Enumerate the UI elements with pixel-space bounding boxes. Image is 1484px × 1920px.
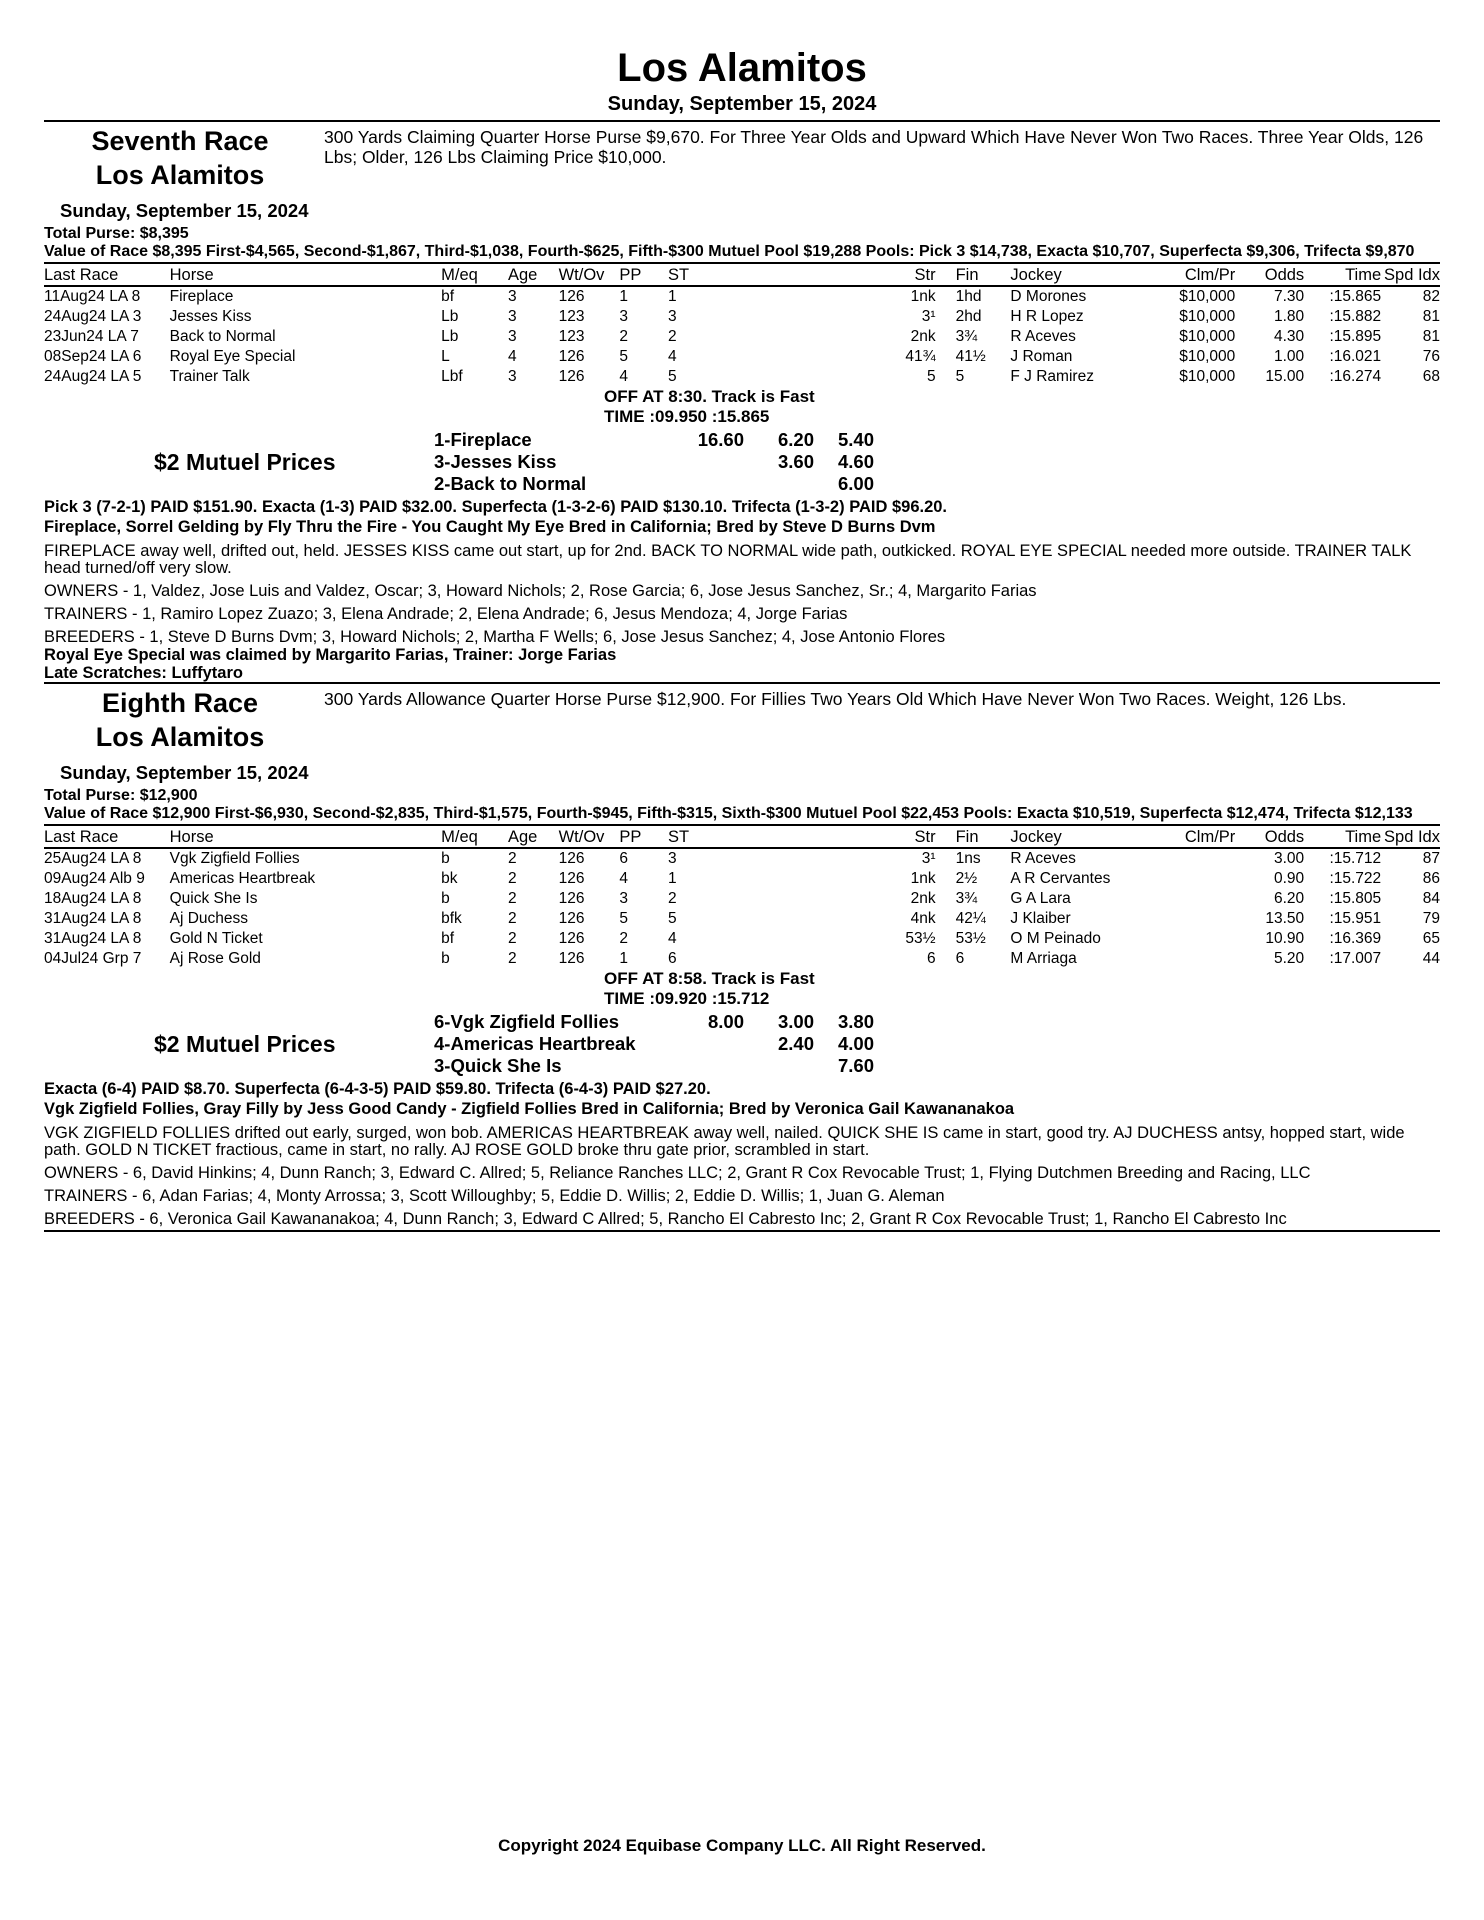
column-header: Last Race (44, 825, 170, 848)
cell-clm (1162, 929, 1235, 949)
cell-pp: 2 (619, 930, 629, 947)
cell-spd: 44 (1422, 950, 1440, 967)
cell-pp: 1 (619, 288, 629, 305)
cell-age: 3 (507, 308, 517, 325)
cell-fin: 53½ (955, 930, 986, 947)
cell-age: 3 (507, 328, 517, 345)
cell-time: :16.274 (1329, 368, 1382, 385)
cell-jockey: D Morones (1010, 288, 1087, 305)
cell-age: 4 (507, 348, 517, 365)
trainers: TRAINERS - 1, Ramiro Lopez Zuazo; 3, Elena Andrade; 2, Elena Andrade; 6, Jesus Mendoza; 4, Jorge Farias (44, 605, 848, 623)
cell-clm: $10,000 (1179, 328, 1236, 345)
divider (44, 682, 1440, 684)
cell-meq: Lb (441, 328, 459, 345)
mutuel-place: 3.00 (777, 1011, 814, 1032)
race-number: Seventh Race (91, 126, 269, 156)
table-row (44, 869, 1440, 889)
cell-st: 4 (668, 348, 677, 365)
cell-odds: 3.00 (1274, 850, 1305, 867)
column-header: ST (668, 263, 881, 286)
cell-jockey: A R Cervantes (1010, 870, 1111, 887)
table-row (44, 848, 1440, 869)
cell-time: :17.007 (1329, 950, 1382, 967)
cell-str: 6 (926, 950, 936, 967)
late-scratches: Late Scratches: Luffytaro (44, 664, 243, 682)
mutuel-row (434, 451, 874, 473)
mutuel-rows (434, 429, 874, 495)
race-comments: VGK ZIGFIELD FOLLIES drifted out early, surged, won bob. AMERICAS HEARTBREAK away well, nailed. QUICK SHE IS came in start, good try. AJ DUCHESS antsy, hopped start, wide path. GOLD N TICKET fractious, came in start, no rally. AJ ROSE GOLD broke thru gate prior, scrambled in start. (44, 1124, 1405, 1159)
mutuel-name: 1-Fireplace (434, 429, 532, 450)
cell-last: 08Sep24 LA 6 (44, 348, 142, 365)
cell-fin: 3¾ (955, 328, 978, 345)
cell-meq: bf (441, 288, 455, 305)
claimed-note: Royal Eye Special was claimed by Margarito Farias, Trainer: Jorge Farias (44, 646, 617, 664)
column-header: Time (1304, 825, 1381, 848)
cell-str: 4nk (910, 910, 936, 927)
cell-st: 5 (668, 368, 677, 385)
cell-wt: 123 (558, 328, 585, 345)
cell-last: 09Aug24 Alb 9 (44, 870, 145, 887)
exotic-payouts: Pick 3 (7-2-1) PAID $151.90. Exacta (1-3) PAID $32.00. Superfecta (1-3-2-6) PAID $130.10. Trifecta (1-3-2) PAID $96.20. (44, 498, 948, 516)
column-header: Jockey (1010, 825, 1162, 848)
cell-wt: 126 (558, 910, 585, 927)
column-header: Wt/Ov (559, 263, 620, 286)
fractional-time: TIME :09.950 :15.865 (604, 407, 770, 426)
cell-wt: 126 (558, 288, 585, 305)
column-header: Last Race (44, 263, 170, 286)
fractional-time: TIME :09.920 :15.712 (604, 989, 770, 1008)
cell-time: :15.865 (1329, 288, 1382, 305)
mutuel-row (434, 1033, 874, 1055)
mutuel-name: 3-Jesses Kiss (434, 451, 557, 472)
cell-clm (1162, 889, 1235, 909)
cell-spd: 81 (1422, 328, 1440, 345)
cell-meq: bfk (441, 910, 462, 927)
cell-meq: L (441, 348, 450, 365)
cell-last: 31Aug24 LA 8 (44, 910, 142, 927)
cell-time: :16.369 (1329, 930, 1382, 947)
mutuel-rows (434, 1011, 874, 1077)
cell-last: 24Aug24 LA 3 (44, 308, 142, 325)
table-row (44, 286, 1440, 307)
mutuel-row (434, 1055, 874, 1077)
results-table (44, 262, 1440, 387)
column-header: Horse (170, 263, 442, 286)
cell-pp: 1 (619, 950, 629, 967)
mutuel-show: 5.40 (837, 429, 874, 450)
cell-odds: 1.00 (1274, 348, 1305, 365)
cell-fin: 2hd (955, 308, 982, 325)
divider (44, 120, 1440, 122)
divider (44, 1230, 1440, 1232)
column-header: Horse (170, 825, 442, 848)
mutuel-place: 2.40 (777, 1033, 814, 1054)
cell-wt: 126 (558, 930, 585, 947)
column-header: Time (1304, 263, 1381, 286)
mutuel-row (434, 473, 874, 495)
cell-wt: 126 (558, 870, 585, 887)
cell-odds: 6.20 (1274, 890, 1305, 907)
cell-jockey: R Aceves (1010, 328, 1076, 345)
cell-str: 2nk (910, 328, 936, 345)
column-header: Jockey (1010, 263, 1162, 286)
cell-time: :15.722 (1329, 870, 1382, 887)
cell-horse: Jesses Kiss (169, 308, 252, 325)
cell-st: 2 (668, 890, 677, 907)
cell-spd: 82 (1422, 288, 1440, 305)
cell-odds: 1.80 (1274, 308, 1305, 325)
race-seventh (44, 120, 1440, 682)
cell-odds: 4.30 (1274, 328, 1305, 345)
cell-str: 53½ (905, 930, 936, 947)
cell-spd: 84 (1422, 890, 1440, 907)
column-header: Odds (1235, 263, 1304, 286)
cell-jockey: H R Lopez (1010, 308, 1084, 325)
cell-str: 1nk (910, 288, 936, 305)
race-number: Eighth Race (101, 688, 259, 718)
breeders: BREEDERS - 6, Veronica Gail Kawananakoa; 4, Dunn Ranch; 3, Edward C Allred; 5, Rancho El Cabresto Inc; 2, Grant R Cox Revocable Trust; 1, Rancho El Cabresto Inc (44, 1210, 1287, 1228)
owners: OWNERS - 6, David Hinkins; 4, Dunn Ranch; 3, Edward C. Allred; 5, Reliance Ranches LLC; 2, Grant R Cox Revocable Trust; 1, Flying Dutchmen Breeding and Racing, LLC (44, 1164, 1311, 1182)
cell-fin: 41½ (955, 348, 986, 365)
cell-time: :15.951 (1329, 910, 1382, 927)
mutuel-place: 3.60 (777, 451, 814, 472)
column-header: Fin (946, 263, 1011, 286)
cell-jockey: F J Ramirez (1010, 368, 1094, 385)
cell-odds: 5.20 (1274, 950, 1305, 967)
cell-clm: $10,000 (1179, 348, 1236, 365)
cell-time: :16.021 (1329, 348, 1382, 365)
race-title (44, 686, 316, 754)
cell-age: 2 (507, 950, 517, 967)
value-of-race: Value of Race $8,395 First-$4,565, Second-$1,867, Third-$1,038, Fourth-$625, Fifth-$300 Mutuel Pool $19,288 Pools: Pick 3 $14,738, Exacta $10,707, Superfecta $9,306, Trifecta $9,870 (44, 243, 1415, 260)
race-conditions: 300 Yards Allowance Quarter Horse Purse $12,900. For Fillies Two Years Old Which Have Never Won Two Races. Weight, 126 Lbs. (324, 689, 1347, 709)
race-eighth (44, 682, 1440, 1232)
race-date: Sunday, September 15, 2024 (60, 762, 309, 783)
cell-horse: Gold N Ticket (169, 930, 263, 947)
column-header: Clm/Pr (1162, 263, 1235, 286)
cell-horse: Aj Duchess (169, 910, 249, 927)
mutuel-win (674, 473, 744, 495)
mutuel-place (744, 1055, 814, 1077)
cell-clm: $10,000 (1179, 308, 1236, 325)
column-header: Spd Idx (1381, 825, 1440, 848)
total-purse: Total Purse: $12,900 (44, 787, 198, 804)
column-header: PP (619, 825, 668, 848)
trainers: TRAINERS - 6, Adan Farias; 4, Monty Arrossa; 3, Scott Willoughby; 5, Eddie D. Willis; 2, Eddie D. Willis; 1, Juan G. Aleman (44, 1187, 945, 1205)
column-header: Odds (1235, 825, 1304, 848)
cell-age: 2 (507, 930, 517, 947)
off-time: OFF AT 8:58. Track is Fast (604, 969, 815, 988)
cell-last: 18Aug24 LA 8 (44, 890, 142, 907)
cell-spd: 65 (1422, 930, 1440, 947)
cell-odds: 0.90 (1274, 870, 1305, 887)
table-row (44, 949, 1440, 969)
cell-horse: Quick She Is (169, 890, 258, 907)
cell-clm (1162, 949, 1235, 969)
cell-pp: 3 (619, 890, 629, 907)
cell-jockey: G A Lara (1010, 890, 1071, 907)
table-row (44, 929, 1440, 949)
cell-age: 3 (507, 288, 517, 305)
column-header: M/eq (441, 825, 508, 848)
cell-last: 31Aug24 LA 8 (44, 930, 142, 947)
cell-fin: 1ns (955, 850, 981, 867)
cell-time: :15.712 (1329, 850, 1382, 867)
cell-horse: Fireplace (169, 288, 234, 305)
cell-last: 11Aug24 LA 8 (44, 288, 141, 305)
column-header: ST (668, 825, 881, 848)
cell-spd: 81 (1422, 308, 1440, 325)
cell-odds: 7.30 (1274, 288, 1305, 305)
table-row (44, 307, 1440, 327)
table-header (44, 263, 1440, 286)
owners: OWNERS - 1, Valdez, Jose Luis and Valdez, Oscar; 3, Howard Nichols; 2, Rose Garcia; 6, Jose Jesus Sanchez, Sr.; 4, Margarito Farias (44, 582, 1037, 600)
cell-pp: 5 (619, 348, 629, 365)
cell-st: 5 (668, 910, 677, 927)
race-date: Sunday, September 15, 2024 (60, 200, 309, 221)
cell-pp: 4 (619, 870, 629, 887)
cell-last: 04Jul24 Grp 7 (44, 950, 142, 967)
cell-clm: $10,000 (1179, 288, 1236, 305)
mutuel-label: $2 Mutuel Prices (154, 448, 336, 475)
cell-fin: 3¾ (955, 890, 978, 907)
cell-wt: 126 (558, 890, 585, 907)
cell-clm: $10,000 (1179, 368, 1236, 385)
cell-last: 25Aug24 LA 8 (44, 850, 142, 867)
cell-horse: Vgk Zigfield Follies (169, 850, 300, 867)
cell-wt: 126 (558, 368, 585, 385)
cell-time: :15.805 (1329, 890, 1382, 907)
cell-fin: 6 (955, 950, 965, 967)
cell-st: 2 (668, 328, 677, 345)
cell-horse: Royal Eye Special (169, 348, 296, 365)
column-header: Age (508, 263, 559, 286)
cell-spd: 76 (1422, 348, 1440, 365)
cell-last: 24Aug24 LA 5 (44, 368, 142, 385)
cell-spd: 87 (1422, 850, 1440, 867)
cell-last: 23Jun24 LA 7 (44, 328, 139, 345)
exotic-payouts: Exacta (6-4) PAID $8.70. Superfecta (6-4-3-5) PAID $59.80. Trifecta (6-4-3) PAID $27.20. (44, 1080, 711, 1098)
cell-st: 1 (668, 870, 677, 887)
cell-meq: b (441, 850, 450, 867)
cell-clm (1162, 848, 1235, 869)
mutuel-label: $2 Mutuel Prices (154, 1030, 336, 1057)
column-header: Clm/Pr (1162, 825, 1235, 848)
cell-st: 6 (668, 950, 677, 967)
cell-meq: bk (441, 870, 458, 887)
winner-info: Vgk Zigfield Follies, Gray Filly by Jess Good Candy - Zigfield Follies Bred in California; Bred by Veronica Gail Kawananakoa (44, 1100, 1015, 1118)
mutuel-name: 2-Back to Normal (434, 473, 587, 494)
cell-time: :15.882 (1329, 308, 1382, 325)
cell-spd: 79 (1422, 910, 1440, 927)
cell-spd: 86 (1422, 870, 1440, 887)
cell-jockey: O M Peinado (1010, 930, 1101, 947)
mutuel-name: 3-Quick She Is (434, 1055, 562, 1076)
cell-meq: Lb (441, 308, 459, 325)
cell-st: 4 (668, 930, 677, 947)
total-purse: Total Purse: $8,395 (44, 225, 189, 242)
mutuel-name: 4-Americas Heartbreak (434, 1033, 636, 1054)
winner-info: Fireplace, Sorrel Gelding by Fly Thru the Fire - You Caught My Eye Bred in California; Bred by Steve D Burns Dvm (44, 518, 936, 536)
cell-odds: 13.50 (1265, 910, 1305, 927)
cell-spd: 68 (1422, 368, 1440, 385)
column-header: Str (881, 263, 946, 286)
off-time: OFF AT 8:30. Track is Fast (604, 387, 815, 406)
cell-pp: 4 (619, 368, 629, 385)
cell-wt: 126 (558, 950, 585, 967)
cell-st: 1 (668, 288, 677, 305)
copyright: Copyright 2024 Equibase Company LLC. All Right Reserved. (498, 1836, 986, 1855)
column-header: Age (508, 825, 559, 848)
table-row (44, 367, 1440, 387)
cell-st: 3 (668, 308, 677, 325)
cell-clm (1162, 869, 1235, 889)
race-comments: FIREPLACE away well, drifted out, held. JESSES KISS came out start, up for 2nd. BACK TO NORMAL wide path, outkicked. ROYAL EYE SPECIAL needed more outside. TRAINER TALK head turned/off very slow. (44, 542, 1412, 577)
mutuel-prices (44, 1011, 1440, 1077)
cell-horse: Americas Heartbreak (169, 870, 316, 887)
cell-wt: 126 (558, 850, 585, 867)
cell-horse: Back to Normal (169, 328, 276, 345)
cell-odds: 15.00 (1265, 368, 1305, 385)
race-conditions: 300 Yards Claiming Quarter Horse Purse $9,670. For Three Year Olds and Upward Which Have Never Won Two Races. Three Year Olds, 126 Lbs; Older, 126 Lbs Claiming Price $10,000. (324, 127, 1424, 167)
mutuel-row (434, 1011, 874, 1033)
chart-page (44, 0, 1440, 1232)
mutuel-show: 3.80 (837, 1011, 874, 1032)
mutuel-show: 4.00 (837, 1033, 874, 1054)
column-header: M/eq (441, 263, 508, 286)
mutuel-win (674, 451, 744, 473)
cell-wt: 126 (558, 348, 585, 365)
mutuel-place (744, 473, 814, 495)
cell-str: 1nk (910, 870, 936, 887)
cell-str: 3¹ (921, 308, 936, 325)
mutuel-show: 6.00 (837, 473, 874, 494)
track-title: Los Alamitos (617, 46, 867, 90)
column-header: PP (619, 263, 668, 286)
value-of-race: Value of Race $12,900 First-$6,930, Second-$2,835, Third-$1,575, Fourth-$945, Fifth-$315, Sixth-$300 Mutuel Pool $22,453 Pools: Exacta $10,519, Superfecta $12,474, Trifecta $12,133 (44, 805, 1413, 822)
mutuel-win: 16.60 (697, 429, 744, 450)
cell-meq: b (441, 890, 450, 907)
cell-jockey: J Klaiber (1010, 910, 1071, 927)
race-track: Los Alamitos (95, 160, 265, 190)
cell-meq: b (441, 950, 450, 967)
cell-pp: 6 (619, 850, 629, 867)
column-header: Str (881, 825, 946, 848)
mutuel-name: 6-Vgk Zigfield Follies (434, 1011, 620, 1032)
mutuel-prices (44, 429, 1440, 495)
mutuel-show: 4.60 (837, 451, 874, 472)
column-header: Spd Idx (1381, 263, 1440, 286)
cell-pp: 3 (619, 308, 629, 325)
table-row (44, 889, 1440, 909)
mutuel-row (434, 429, 874, 451)
cell-jockey: R Aceves (1010, 850, 1076, 867)
column-header: Wt/Ov (559, 825, 620, 848)
cell-str: 41¾ (905, 348, 936, 365)
results-table (44, 824, 1440, 969)
cell-str: 5 (926, 368, 936, 385)
cell-fin: 42¼ (955, 910, 986, 927)
cell-horse: Aj Rose Gold (169, 950, 261, 967)
table-row (44, 327, 1440, 347)
cell-fin: 5 (955, 368, 965, 385)
cell-age: 2 (507, 850, 517, 867)
cell-meq: bf (441, 930, 455, 947)
mutuel-place: 6.20 (777, 429, 814, 450)
cell-pp: 5 (619, 910, 629, 927)
mutuel-show: 7.60 (837, 1055, 874, 1076)
cell-str: 3¹ (921, 850, 936, 867)
cell-wt: 123 (558, 308, 585, 325)
cell-age: 2 (507, 890, 517, 907)
cell-age: 2 (507, 910, 517, 927)
mutuel-win (674, 1033, 744, 1055)
column-header: Fin (946, 825, 1011, 848)
cell-meq: Lbf (441, 368, 463, 385)
race-track: Los Alamitos (95, 722, 265, 752)
mutuel-win (674, 1055, 744, 1077)
cell-clm (1162, 909, 1235, 929)
cell-odds: 10.90 (1265, 930, 1305, 947)
table-row (44, 909, 1440, 929)
race-title (44, 124, 316, 192)
cell-age: 3 (507, 368, 517, 385)
cell-st: 3 (668, 850, 677, 867)
table-header (44, 825, 1440, 848)
cell-pp: 2 (619, 328, 629, 345)
cell-fin: 1hd (955, 288, 982, 305)
breeders: BREEDERS - 1, Steve D Burns Dvm; 3, Howard Nichols; 2, Martha F Wells; 6, Jose Jesus Sanchez; 4, Jose Antonio Flores (44, 628, 946, 646)
card-date: Sunday, September 15, 2024 (607, 93, 877, 115)
cell-str: 2nk (910, 890, 936, 907)
table-row (44, 347, 1440, 367)
cell-jockey: J Roman (1010, 348, 1073, 365)
cell-age: 2 (507, 870, 517, 887)
mutuel-win: 8.00 (707, 1011, 744, 1032)
cell-horse: Trainer Talk (169, 368, 250, 385)
cell-time: :15.895 (1329, 328, 1382, 345)
cell-fin: 2½ (955, 870, 978, 887)
cell-jockey: M Arriaga (1010, 950, 1077, 967)
